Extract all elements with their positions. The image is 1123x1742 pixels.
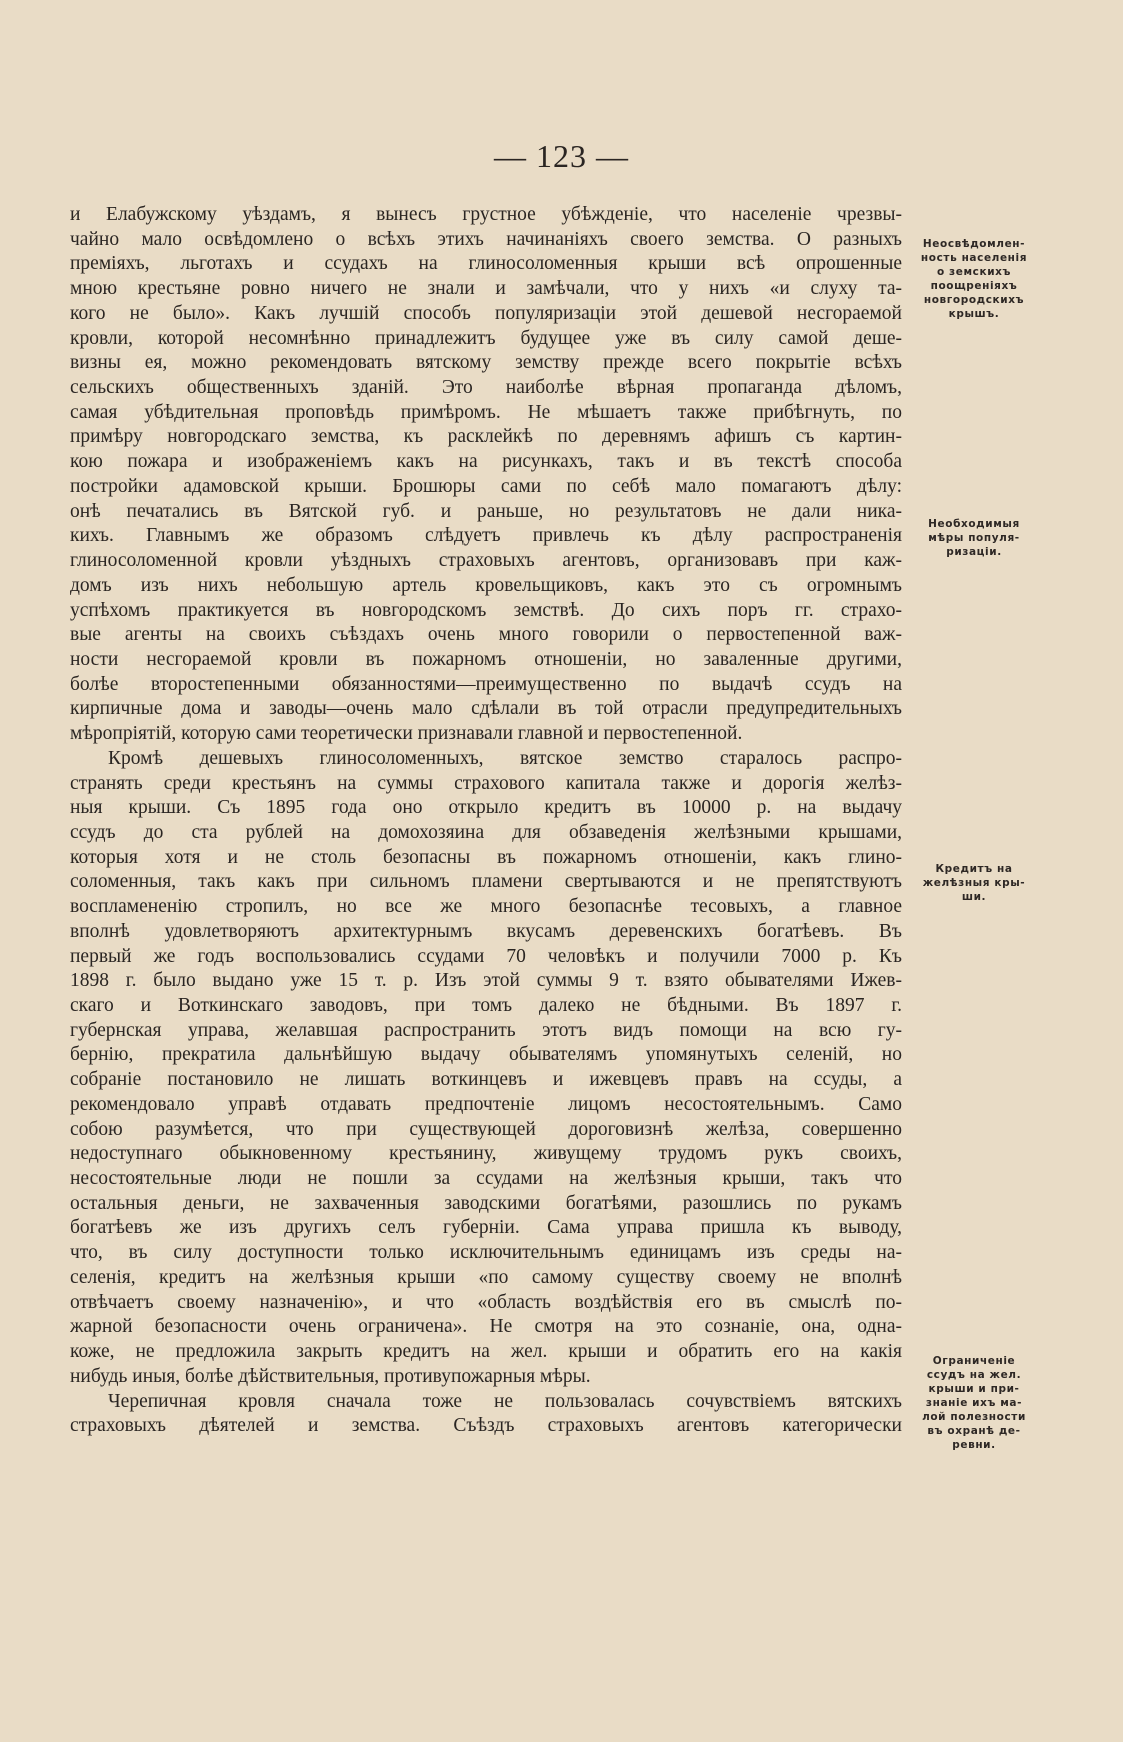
text-line: Черепичная кровля сначала тоже не пользовалась сочувствіемъ вятскихъ: [108, 1390, 902, 1412]
margin-note: [904, 862, 1044, 904]
text-line: мною крестьяне ровно ничего не знали и замѣчали, что у нихъ «и слуху та-: [70, 278, 902, 300]
text-line: и Елабужскому уѣздамъ, я вынесъ грустное убѣжденіе, что населеніе чрезвы-: [70, 204, 902, 225]
margin-note-line: крышъ.: [948, 308, 1000, 320]
text-line: чайно мало освѣдомлено о всѣхъ этихъ начинаніяхъ своего земства. О разныхъ: [70, 228, 902, 250]
text-line: примѣру новгородскаго земства, къ расклейкѣ по деревнямъ афишъ съ картин-: [70, 426, 902, 448]
margin-note-line: о земскихъ: [936, 266, 1012, 278]
margin-note-line: крыши и при-: [928, 1383, 1020, 1395]
margin-note-line: Ограниченіе: [932, 1355, 1016, 1367]
margin-note-line: мѣры популя-: [928, 532, 1020, 544]
text-line: успѣхомъ практикуется въ новгородскомъ земствѣ. До сихъ поръ гг. страхо-: [70, 599, 902, 621]
text-line: кою пожара и изображеніемъ какъ на рисункахъ, такъ и въ текстѣ способа: [70, 451, 902, 473]
text-line: 1898 г. было выдано уже 15 т. р. Изъ этой суммы 9 т. взято обывателями Ижев-: [70, 970, 902, 992]
text-line: соломенныя, такъ какъ при сильномъ пламени свертываются и не препятствуютъ: [70, 871, 902, 893]
margin-note-line: лой полезности: [922, 1411, 1026, 1423]
margin-note-line: Кредитъ на: [935, 863, 1013, 875]
text-line: ности несгораемой кровли въ пожарномъ отношеніи, но заваленные другими,: [70, 648, 902, 670]
margin-note-line: ризаціи.: [946, 546, 1002, 558]
text-line: Кромѣ дешевыхъ глиносоломенныхъ, вятское земство старалось распро-: [108, 747, 902, 769]
text-line: собою разумѣется, что при существующей дороговизнѣ желѣза, совершенно: [70, 1118, 902, 1140]
text-line: страховыхъ дѣятелей и земства. Съѣздъ страховыхъ агентовъ категорически: [70, 1415, 902, 1437]
text-line: которыя хотя и не столь безопасны въ пожарномъ отношеніи, какъ глино-: [70, 846, 902, 868]
text-line: сельскихъ общественныхъ зданій. Это наиболѣе вѣрная пропаганда дѣломъ,: [70, 377, 902, 399]
text-line: жарной безопасности очень ограничена». Не смотря на это сознаніе, она, одна-: [70, 1316, 902, 1338]
text-line: странять среди крестьянъ на суммы страхового капитала также и дорогія желѣз-: [70, 772, 902, 794]
text-line: кровли, которой несомнѣнно принадлежитъ будущее уже въ силу самой деше-: [70, 327, 902, 349]
margin-note: [904, 517, 1044, 559]
text-line: коже, не предложила закрыть кредитъ на жел. крыши и обратить его на какія: [70, 1341, 902, 1363]
text-line: собраніе постановило не лишать воткинцевъ и ижевцевъ правъ на ссуды, а: [70, 1069, 902, 1091]
body-text: [70, 203, 902, 1439]
text-line: недоступнаго обыкновенному крестьянину, живущему трудомъ рукъ своихъ,: [70, 1143, 902, 1165]
margin-note: [904, 1354, 1044, 1452]
page-number: — 123 —: [494, 138, 629, 174]
margin-note-line: знаніе ихъ ма-: [925, 1397, 1023, 1409]
text-line: болѣе второстепенными обязанностями—преимущественно по выдачѣ ссудъ на: [70, 673, 902, 695]
text-line: ссудъ до ста рублей на домохозяина для обзаведенія желѣзными крышами,: [70, 821, 902, 843]
text-line: вые агенты на своихъ съѣздахъ очень много говорили о первостепенной важ-: [70, 624, 902, 646]
text-line: постройки адамовской крыши. Брошюры сами по себѣ мало помагаютъ дѣлу:: [70, 475, 902, 497]
text-line: кирпичные дома и заводы—очень мало сдѣлали въ той отрасли предупредительныхъ: [70, 698, 902, 720]
text-line: что, въ силу доступности только исключительнымъ единицамъ изъ среды на-: [70, 1242, 902, 1264]
text-line: онѣ печатались въ Вятской губ. и раньше, но результатовъ не дали ника-: [70, 500, 902, 522]
text-line: кого не было». Какъ лучшій способъ популяризаціи этой дешевой несгораемой: [70, 302, 902, 324]
text-line: селенія, кредитъ на желѣзныя крыши «по самому существу своему не вполнѣ: [70, 1266, 902, 1288]
text-line: визны ея, можно рекомендовать вятскому земству прежде всего покрытіе всѣхъ: [70, 352, 902, 374]
text-line: нибудь иныя, болѣе дѣйствительныя, противупожарныя мѣры.: [70, 1365, 591, 1387]
margin-note-line: въ охранѣ де-: [927, 1425, 1021, 1437]
text-line: рекомендовало управѣ отдавать предпочтеніе лицомъ несостоятельнымъ. Само: [70, 1093, 902, 1115]
text-line: несостоятельные люди не пошли за ссудами на желѣзныя крыши, такъ что: [70, 1168, 902, 1190]
text-line: ныя крыши. Съ 1895 года оно открыло кредитъ въ 10000 р. на выдачу: [70, 797, 902, 819]
margin-note-line: новгородскихъ: [923, 294, 1025, 306]
text-line: первый же годъ воспользовались ссудами 70 человѣкъ и получили 7000 р. Къ: [70, 945, 902, 967]
text-line: кихъ. Главнымъ же образомъ слѣдуетъ привлечь къ дѣлу распространенія: [70, 525, 902, 547]
text-line: отвѣчаетъ своему назначенію», и что «область воздѣйствія его въ смыслѣ по-: [70, 1291, 902, 1313]
text-line: скаго и Воткинскаго заводовъ, при томъ далеко не бѣдными. Въ 1897 г.: [70, 995, 902, 1016]
margin-note-line: ши.: [961, 891, 987, 903]
margin-note-line: ревни.: [952, 1439, 996, 1451]
text-line: преміяхъ, льготахъ и ссудахъ на глиносоломенныя крыши всѣ опрошенные: [70, 253, 902, 275]
margin-note-line: Необходимыя: [928, 518, 1020, 530]
text-line: самая убѣдительная проповѣдь примѣромъ. Не мѣшаетъ также прибѣгнуть, по: [70, 401, 902, 423]
margin-note-line: желѣзныя кры-: [922, 877, 1026, 889]
text-line: губернская управа, желавшая распространить этотъ видъ помощи на всю гу-: [70, 1019, 902, 1041]
margin-note-line: ссудъ на жел.: [926, 1369, 1022, 1381]
margin-note: [904, 237, 1044, 321]
margin-note-line: ность населенія: [920, 252, 1028, 264]
text-line: глиносоломенной кровли уѣздныхъ страховыхъ агентовъ, организовавъ при каж-: [70, 550, 902, 572]
text-line: вполнѣ удовлетворяютъ архитектурнымъ вкусамъ деревенскихъ богатѣевъ. Въ: [70, 920, 902, 942]
text-line: домъ изъ нихъ небольшую артель кровельщиковъ, какъ это съ огромнымъ: [70, 574, 902, 596]
text-line: богатѣевъ же изъ другихъ селъ губерніи. Сама управа пришла къ выводу,: [70, 1217, 902, 1239]
text-line: бернію, прекратила дальнѣйшую выдачу обывателямъ упомянутыхъ селеній, но: [70, 1044, 902, 1066]
margin-note-line: поощреніяхъ: [930, 280, 1018, 292]
text-line: мѣропріятій, которую сами теоретически признавали главной и первостепенной.: [70, 723, 743, 745]
text-line: остальныя деньги, не захваченныя заводскими богатѣями, разошлись по рукамъ: [70, 1192, 902, 1214]
margin-note-line: Неосвѣдомлен-: [922, 238, 1026, 250]
text-line: воспламененію стропилъ, но все же много безопаснѣе тесовыхъ, а главное: [70, 896, 902, 918]
